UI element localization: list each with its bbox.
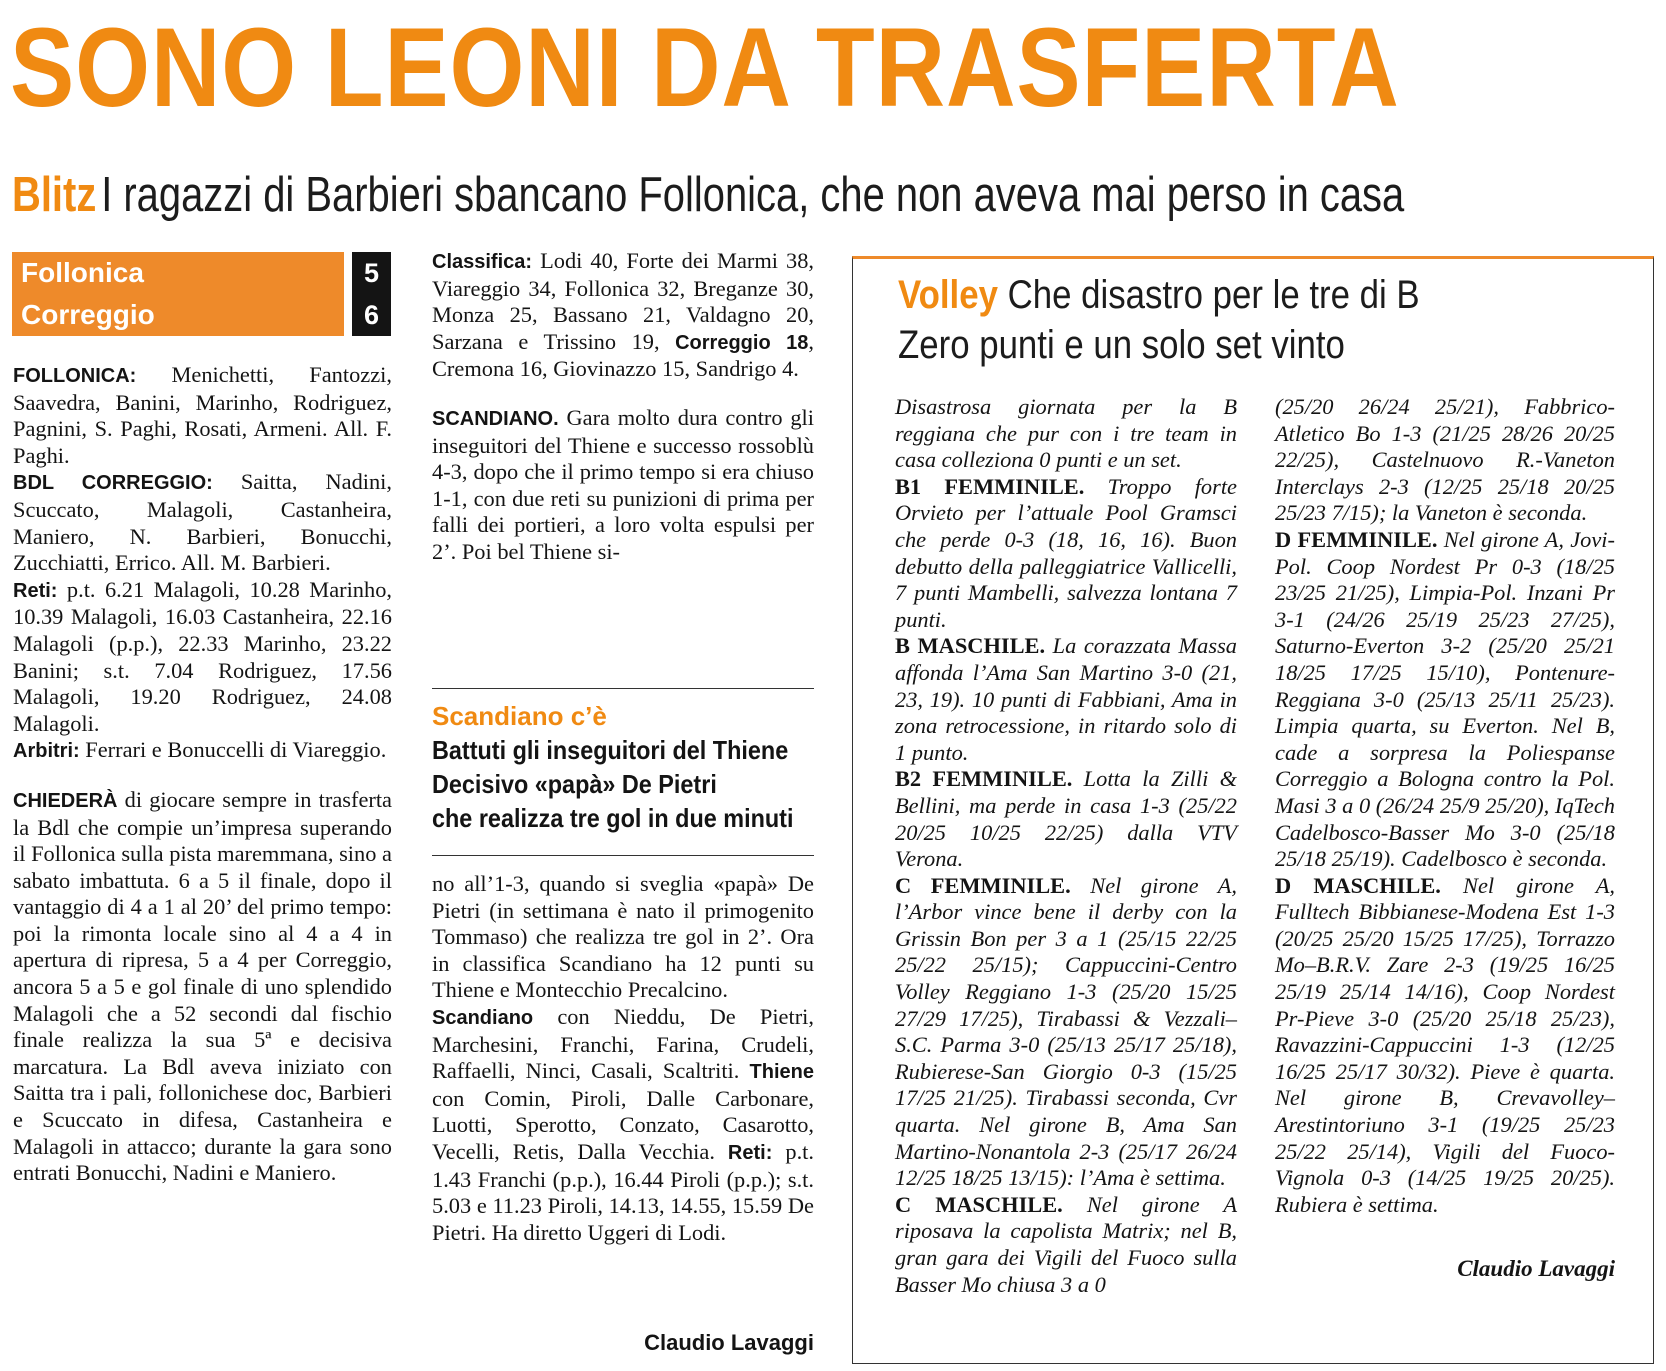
volley-continuation: (25/20 26/24 25/21), Fabbrico-Atletico Bo 1-3 (21/25 28/26 20/25 22/25), Castelnuovo R.-Vaneton Interclays 2-3 (12/25 25/18 20/25 25/23 7/15); la Vaneton è seconda. xyxy=(1275,394,1615,526)
subhead-text: I ragazzi di Barbieri sbancano Follonica, che non aveva mai perso in casa xyxy=(101,168,1405,222)
standings xyxy=(432,248,814,383)
lineup-label: FOLLONICA: xyxy=(13,365,137,387)
section-label: B MASCHILE. xyxy=(895,633,1046,659)
standings-text: Lodi 40, Forte dei Marmi 38, Viareggio 34, Follonica 32, Breganze 30, Monza 25, Bassano 21, Valdagno 20, Sarzana e Trissino 19, xyxy=(432,248,814,354)
lineup-text: con Comin, Piroli, Dalle Carbonare, Luotti, Sperotto, Conzato, Casarotto, Vecelli, Retis, Dalla Vecchia. xyxy=(432,1085,814,1164)
volley-column-2 xyxy=(1275,394,1615,1218)
lineup-follonica xyxy=(13,362,392,469)
article-column-2-bottom xyxy=(432,871,814,1246)
goals-text: p.t. 1.43 Franchi (p.p.), 16.44 Piroli (p.p.); s.t. 5.03 e 11.23 Piroli, 14.13, 14.55, 15.59 De Pietri. Ha diretto Uggeri di Lodi. xyxy=(432,1138,814,1245)
standings-label: Classifica: xyxy=(432,251,533,273)
section-text: Nel girone A, Fulltech Bibbianese-Modena Est 1-3 (20/25 25/20 15/25 17/25), Torrazzo Mo–B.R.V. Zare 2-3 (19/25 16/25 25/19 25/14 14/16), Coop Nordest Pr-Pieve 3-0 (25/20 25/18 25/23), Ravazzini-Cappuccini 1-3 (12/25 16/25 25/17 30/32). Pieve è quarta. Nel girone B, Crevavolley–Arestintoriuno 3-1 (19/25 25/23 25/22 25/14), Vigili del Fuoco-Vignola 0-3 (14/25 19/25 20/25). Rubiera è settima. xyxy=(1275,872,1615,1217)
volley-title-line: Zero punti e un solo set vinto xyxy=(898,323,1345,367)
scorebox xyxy=(12,252,391,336)
section-text: Lotta la Zilli & Bellini, ma perde in casa 1-3 (25/22 20/25 10/25 22/25) dalla VTV Verona. xyxy=(895,766,1237,872)
volley-section xyxy=(1275,527,1615,873)
lead-word: CHIEDERÀ xyxy=(13,789,118,812)
goals-label: Reti: xyxy=(727,1141,773,1164)
section-label: B2 FEMMINILE. xyxy=(895,766,1073,792)
volley-section xyxy=(895,1192,1237,1298)
article-column-2-top xyxy=(432,248,814,566)
volley-section xyxy=(895,474,1237,634)
body-text: Gara molto dura contro gli inseguitori del Thiene e successo rossoblù 4-3, dopo che il primo tempo si era chiuso 1-1, con due reti su punizioni di prima per falli dei portieri, a loro volta espulsi per 2’. Poi bel Thiene si- xyxy=(432,404,814,564)
subtitle-line: Battuti gli inseguitori del Thiene xyxy=(432,735,789,765)
scorebox-scores xyxy=(352,252,391,336)
standings-text: , Cremona 16, Giovinazzo 15, Sandrigo 4. xyxy=(432,328,815,382)
lineup-text: Saitta, Nadini, Scuccato, Malagoli, Castanheira, Maniero, N. Barbieri, Bonucchi, Zucchiatti, Errico. All. M. Barbieri. xyxy=(13,469,392,576)
headline: SONO LEONI DA TRASFERTA xyxy=(10,5,1400,130)
body-continuation: no all’1-3, quando si sveglia «papà» De Pietri (in settimana è nato il primogenito Tommaso) che realizza tre gol in 2’. Ora in classifica Scandiano ha 12 punti su Thiene e Montecchio Precalcino. xyxy=(432,871,814,1003)
subhead-kicker: Blitz xyxy=(12,168,97,222)
goals-text: p.t. 6.21 Malagoli, 10.28 Marinho, 10.39 Malagoli, 16.03 Castanheira, 22.16 Malagoli (p.p.), 22.33 Marinho, 23.22 Banini; s.t. 7.04 Rodriguez, 17.56 Malagoli, 19.20 Rodriguez, 24.08 Malagoli. xyxy=(13,576,392,736)
divider xyxy=(432,855,814,856)
subtitle-line: che realizza tre gol in due minuti xyxy=(432,803,794,833)
section-text: La corazzata Massa affonda l’Ama San Martino 3-0 (21, 23, 19). 10 punti di Fabbiani, Ama in zona retrocessione, in ritardo solo di 1 punto. xyxy=(895,633,1237,765)
volley-section xyxy=(895,633,1237,766)
lead-word: SCANDIANO. xyxy=(432,407,559,430)
volley-title xyxy=(898,270,1559,370)
scandiano-lineups xyxy=(432,1004,814,1246)
referees-label: Arbitri: xyxy=(13,740,80,763)
section-label: D MASCHILE. xyxy=(1275,872,1441,898)
section-text: Troppo forte Orvieto per l’attuale Pool Gramsci che perde 0-3 (18, 16, 16). Buon debutto della palleggiatrice Vallicelli, 7 punti Mambelli, salvezza lontana 7 punti. xyxy=(895,473,1237,632)
volley-title-line: Che disastro per le tre di B xyxy=(1007,273,1420,317)
referees xyxy=(13,737,392,765)
scorebox-teams xyxy=(12,252,344,336)
lineup-text: Menichetti, Fantozzi, Saavedra, Banini, Marinho, Rodriguez, Pagnini, S. Paghi, Rosati, Armeni. All. F. Paghi. xyxy=(13,362,392,468)
divider xyxy=(432,688,814,689)
section-text: Nel girone A, l’Arbor vince bene il derby con la Grissin Bon per 3 a 1 (25/15 22/25 25/22 25/15); Cappuccini-Centro Volley Reggiano 1-3 (25/20 15/25 27/29 17/25), Tirabassi & Vezzali–S.C. Parma 3-0 (25/13 25/17 25/18), Rubierese-San Giorgio 0-3 (15/25 17/25 21/25). Tirabassi seconda, Cvr quarta. Nel girone B, Ama San Martino-Nonantola 2-3 (25/17 26/24 12/25 18/25 13/15): l’Ama è settima. xyxy=(895,872,1237,1191)
subheadline xyxy=(12,160,1479,230)
section-text: Nel girone A riposava la capolista Matrix; nel B, gran gara dei Vigili del Fuoco sulla Basser Mo chiusa 3 a 0 xyxy=(895,1191,1237,1297)
scandiano-box-subtitle xyxy=(432,733,794,835)
volley-section xyxy=(895,873,1237,1192)
scandiano-box-title: Scandiano c’è xyxy=(432,701,607,731)
volley-column-1 xyxy=(895,394,1237,1298)
subtitle-line: Decisivo «papà» De Pietri xyxy=(432,769,717,799)
article-body xyxy=(13,787,392,1187)
volley-author-signature: Claudio Lavaggi xyxy=(1457,1256,1615,1281)
team-label: Scandiano xyxy=(432,1006,534,1029)
author-signature: Claudio Lavaggi xyxy=(644,1330,814,1355)
lineup-text: con Nieddu, De Pietri, Marchesini, Franchi, Farina, Crudeli, Raffaelli, Ninci, Casali, Scaltriti. xyxy=(432,1003,814,1084)
section-label: C MASCHILE. xyxy=(895,1191,1063,1217)
body-text: di giocare sempre in trasferta la Bdl che compie un’impresa superando il Follonica sulla pista maremmana, sino a sabato imbattuta. 6 a 5 il finale, dopo il vantaggio di 4 a 1 al 20’ del primo tempo: poi la rimonta locale sino al 4 a 4 in apertura di ripresa, 5 a 4 per Correggio, ancora 5 a 5 e gol finale di uno splendido Malagoli che a 52 secondi dal fischio finale realizza la sua 5ª e decisiva marcatura. La Bdl aveva iniziato con Saitta tra i pali, follonichese doc, Barbieri e Scuccato in difesa, Castanheira e Malagoli in attacco; durante la gara sono entrati Bonucchi, Nadini e Maniero. xyxy=(13,786,392,1186)
section-label: D FEMMINILE. xyxy=(1275,526,1438,552)
lineup-correggio xyxy=(13,469,392,576)
score-home: 5 xyxy=(363,258,380,288)
volley-section xyxy=(1275,873,1615,1219)
section-label: B1 FEMMINILE. xyxy=(895,473,1085,499)
volley-kicker: Volley xyxy=(898,273,998,317)
referees-text: Ferrari e Bonuccelli di Viareggio. xyxy=(79,737,387,763)
score-away: 6 xyxy=(363,300,380,330)
team-away: Correggio xyxy=(21,299,155,330)
lineup-label: BDL CORREGGIO: xyxy=(13,472,213,495)
team-label: Thiene xyxy=(749,1061,814,1084)
goals-label: Reti: xyxy=(13,579,58,602)
volley-intro: Disastrosa giornata per la B reggiana che pur con i tre team in casa colleziona 0 punti e un set. xyxy=(895,394,1237,473)
section-label: C FEMMINILE. xyxy=(895,872,1071,898)
goals xyxy=(13,577,392,738)
article-column-1 xyxy=(13,362,392,1187)
team-home: Follonica xyxy=(21,257,144,288)
scandiano-article xyxy=(432,405,814,566)
volley-section xyxy=(895,766,1237,872)
section-text: Nel girone A, Jovi-Pol. Coop Nordest Pr 0-3 (18/25 23/25 21/25), Limpia-Pol. Inzani Pr 3-1 (24/26 25/19 25/23 27/25), Saturno-Everton 3-2 (25/20 25/21 18/25 17/25 15/10), Pontenure-Reggiana 3-0 (25/13 25/11 25/23). Limpia quarta, su Everton. Nel B, cade a sorpresa la Poliespanse Correggio a Bologna contro la Pol. Masi 3 a 0 (26/24 25/9 25/20), IqTech Cadelbosco-Basser Mo 3-0 (25/18 25/18 25/19). Cadelbosco è seconda. xyxy=(1275,526,1615,872)
standings-highlight: Correggio 18 xyxy=(675,331,809,354)
